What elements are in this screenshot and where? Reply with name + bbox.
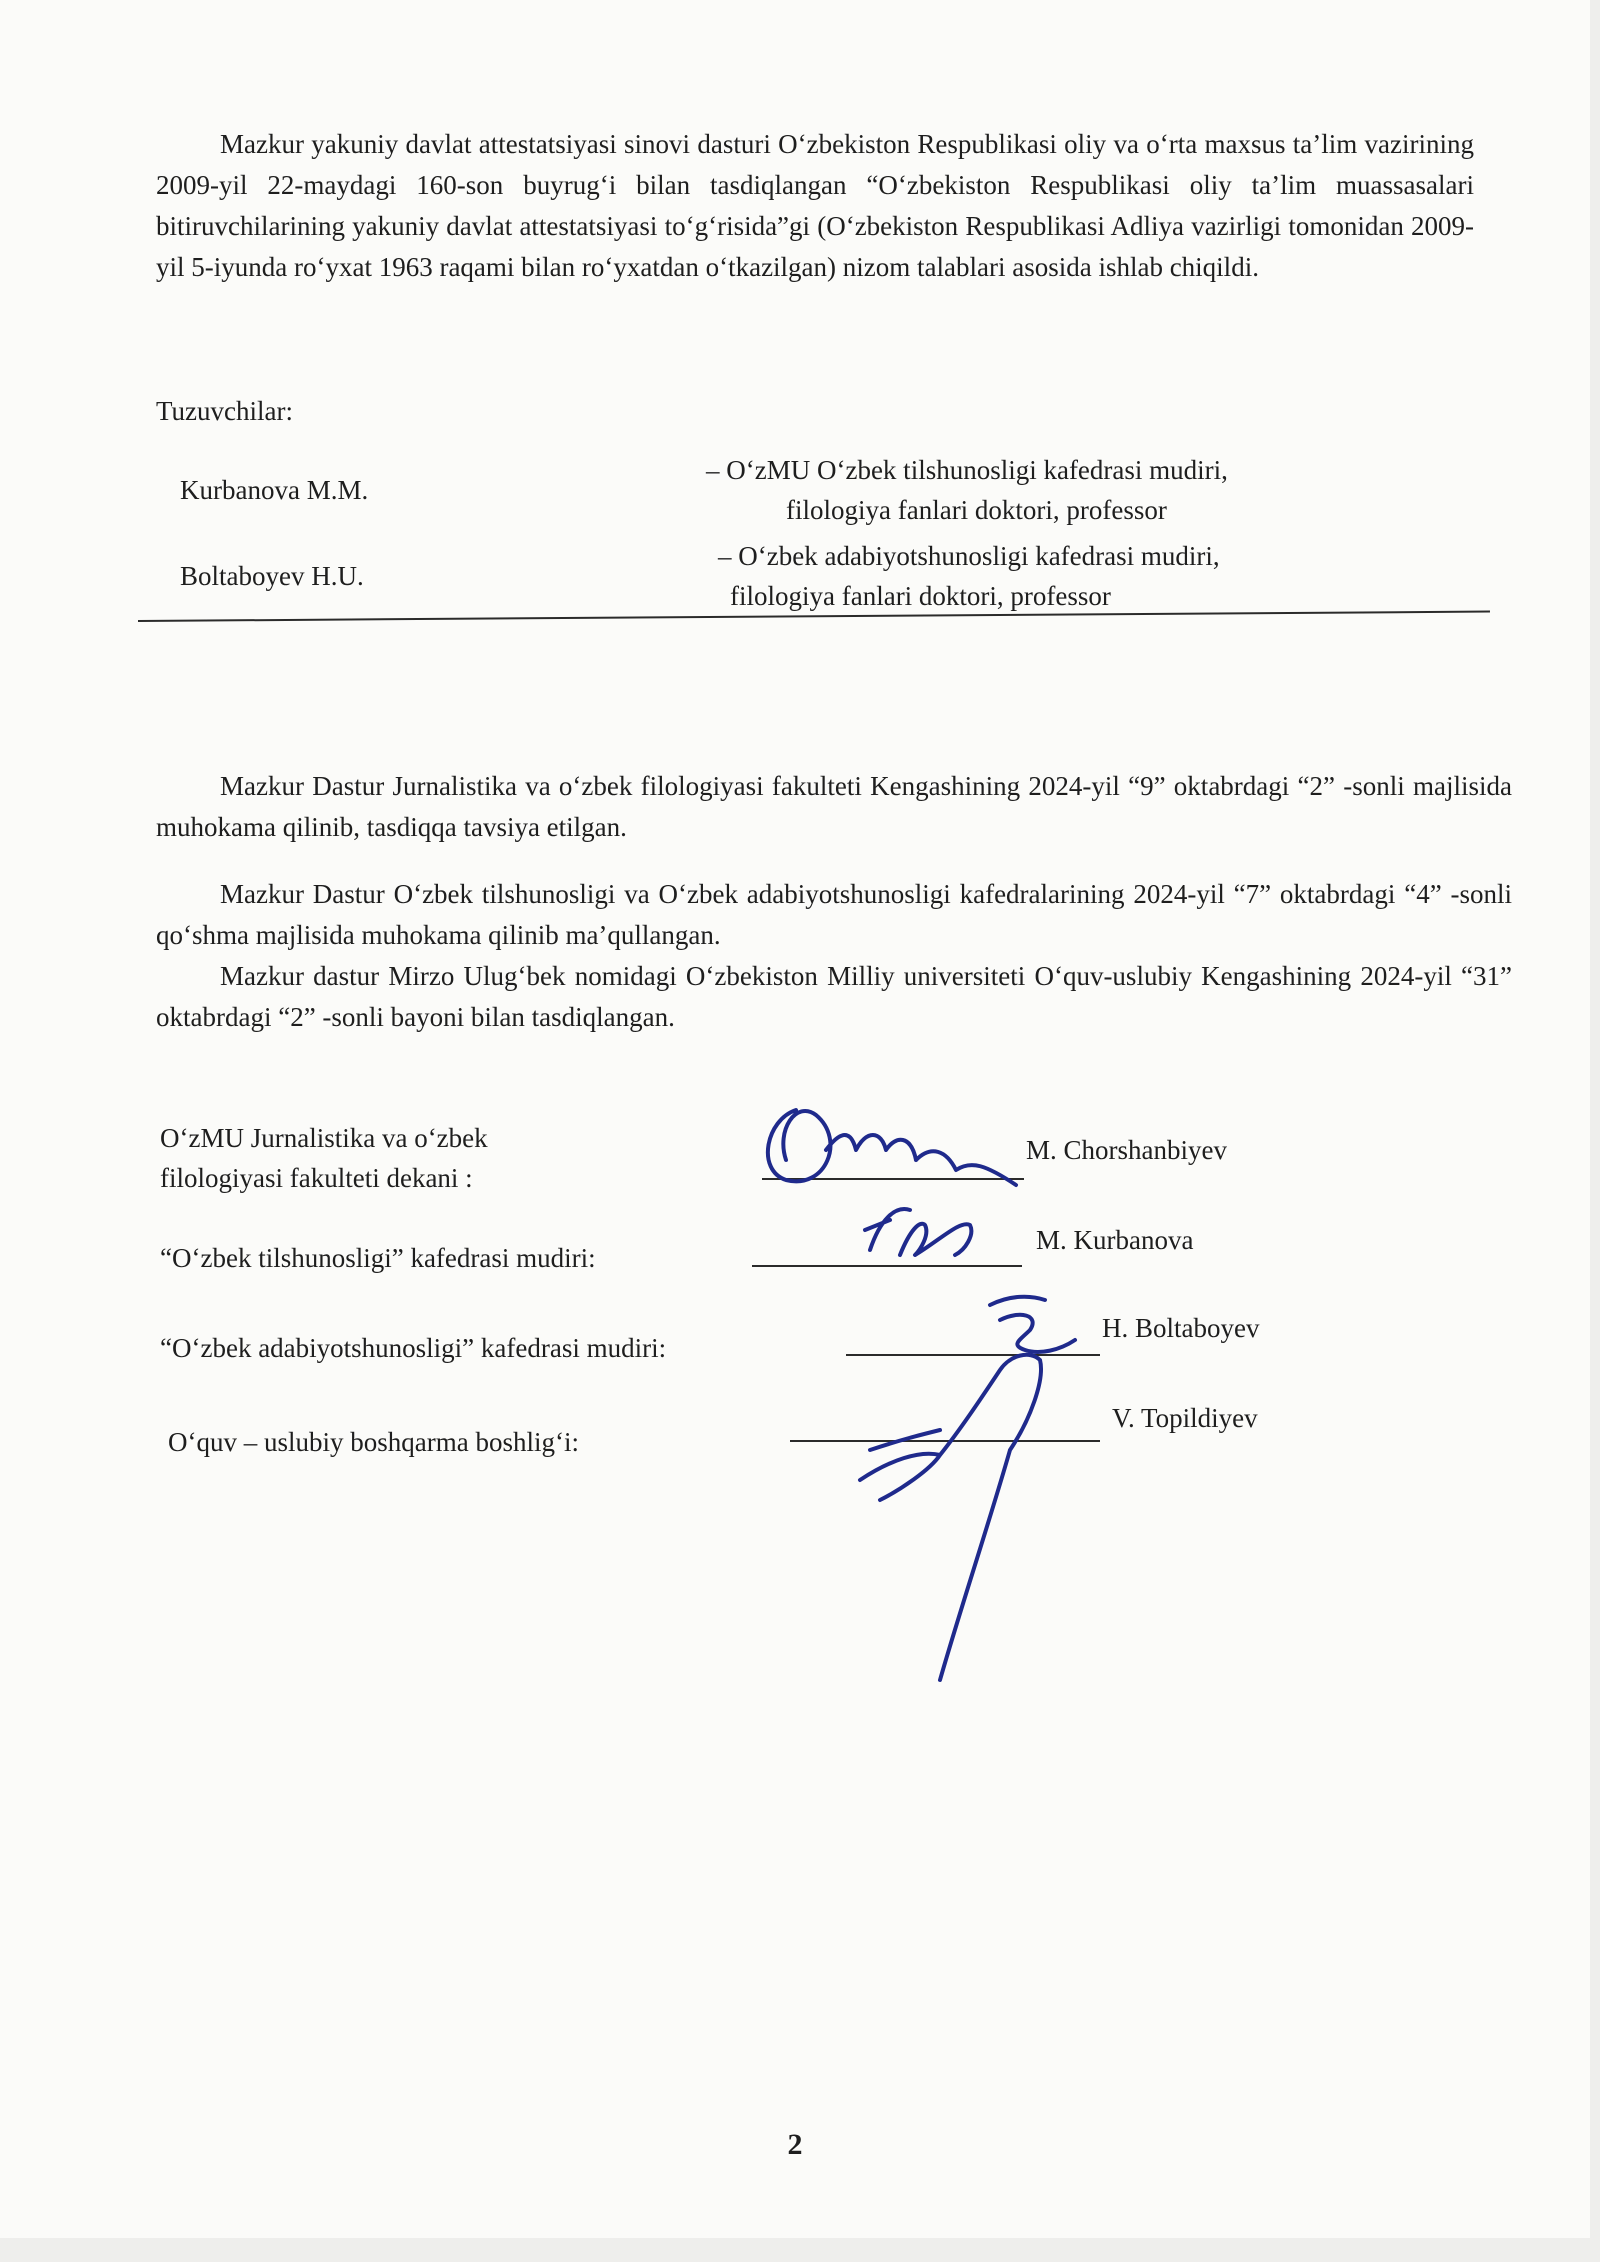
signatory-title-linguistics: “O‘zbek tilshunosligi” kafedrasi mudiri: — [160, 1243, 596, 1273]
approval-faculty-council: Mazkur Dastur Jurnalistika va o‘zbek filologiyasi fakulteti Kengashining 2024-yil “9” oktabrdagi “2” -sonli majlisida muhokama qilinib, tasdiqqa tavsiya etilgan. — [156, 771, 1512, 842]
signatory-name-linguistics: M. Kurbanova — [1036, 1225, 1194, 1255]
authors-label: Tuzuvchilar: — [156, 396, 293, 426]
signatory-title-dean-line2: filologiyasi fakulteti dekani : — [160, 1163, 473, 1193]
approval-departments: Mazkur Dastur O‘zbek tilshunosligi va O‘zbek adabiyotshunosligi kafedralarining 2024-yil “7” oktabrdagi “4” -sonli qo‘shma majlisida muhokama qilinib ma’qullangan. — [156, 879, 1512, 950]
author-name-2: Boltaboyev H.U. — [180, 561, 364, 591]
intro-paragraph: Mazkur yakuniy davlat attestatsiyasi sinovi dasturi O‘zbekiston Respublikasi oliy va o‘rta maxsus ta’lim vazirining 2009-yil 22-maydagi 160-son buyrug‘i bilan tasdiqlangan “O‘zbekiston Respublikasi oliy ta’lim muassasalari bitiruvchilarining yakuniy davlat attestatsiyasi to‘g‘risida”gi (O‘zbekiston Respublikasi Adliya vazirligi tomonidan 2009-yil 5-iyunda ro‘yxat 1963 raqami bilan ro‘yxatdan o‘tkazilgan) nizom talablari asosida ishlab chiqildi. — [156, 129, 1474, 282]
page-number: 2 — [787, 2128, 803, 2161]
signatory-title-literature: “O‘zbek adabiyotshunosligi” kafedrasi mudiri: — [160, 1333, 667, 1363]
author-role-2-line1: – O‘zbek adabiyotshunosligi kafedrasi mudiri, — [718, 541, 1220, 571]
handwritten-signature-linguistics — [850, 1190, 1030, 1270]
author-role-1-line1: – O‘zMU O‘zbek tilshunosligi kafedrasi mudiri, — [706, 455, 1228, 485]
approval-methodical-council: Mazkur dastur Mirzo Ulug‘bek nomidagi O‘zbekiston Milliy universiteti O‘quv-uslubiy Kengashining 2024-yil “31” oktabrdagi “2” -sonli bayoni bilan tasdiqlangan. — [156, 961, 1512, 1032]
handwritten-signature-methodical — [840, 1340, 1100, 1740]
author-name-1: Kurbanova M.M. — [180, 475, 369, 505]
signatory-name-dean: M. Chorshanbiyev — [1026, 1135, 1227, 1165]
signatory-title-methodical: O‘quv – uslubiy boshqarma boshlig‘i: — [168, 1427, 579, 1457]
signatory-name-methodical: V. Topildiyev — [1112, 1403, 1258, 1433]
signatory-title-dean-line1: O‘zMU Jurnalistika va o‘zbek — [160, 1123, 488, 1153]
handwritten-signature-dean — [756, 1090, 1056, 1200]
author-role-1-line2: filologiya fanlari doktori, professor — [786, 495, 1167, 525]
author-role-2-line2: filologiya fanlari doktori, professor — [730, 581, 1111, 611]
signatory-name-literature: H. Boltaboyev — [1102, 1313, 1260, 1343]
